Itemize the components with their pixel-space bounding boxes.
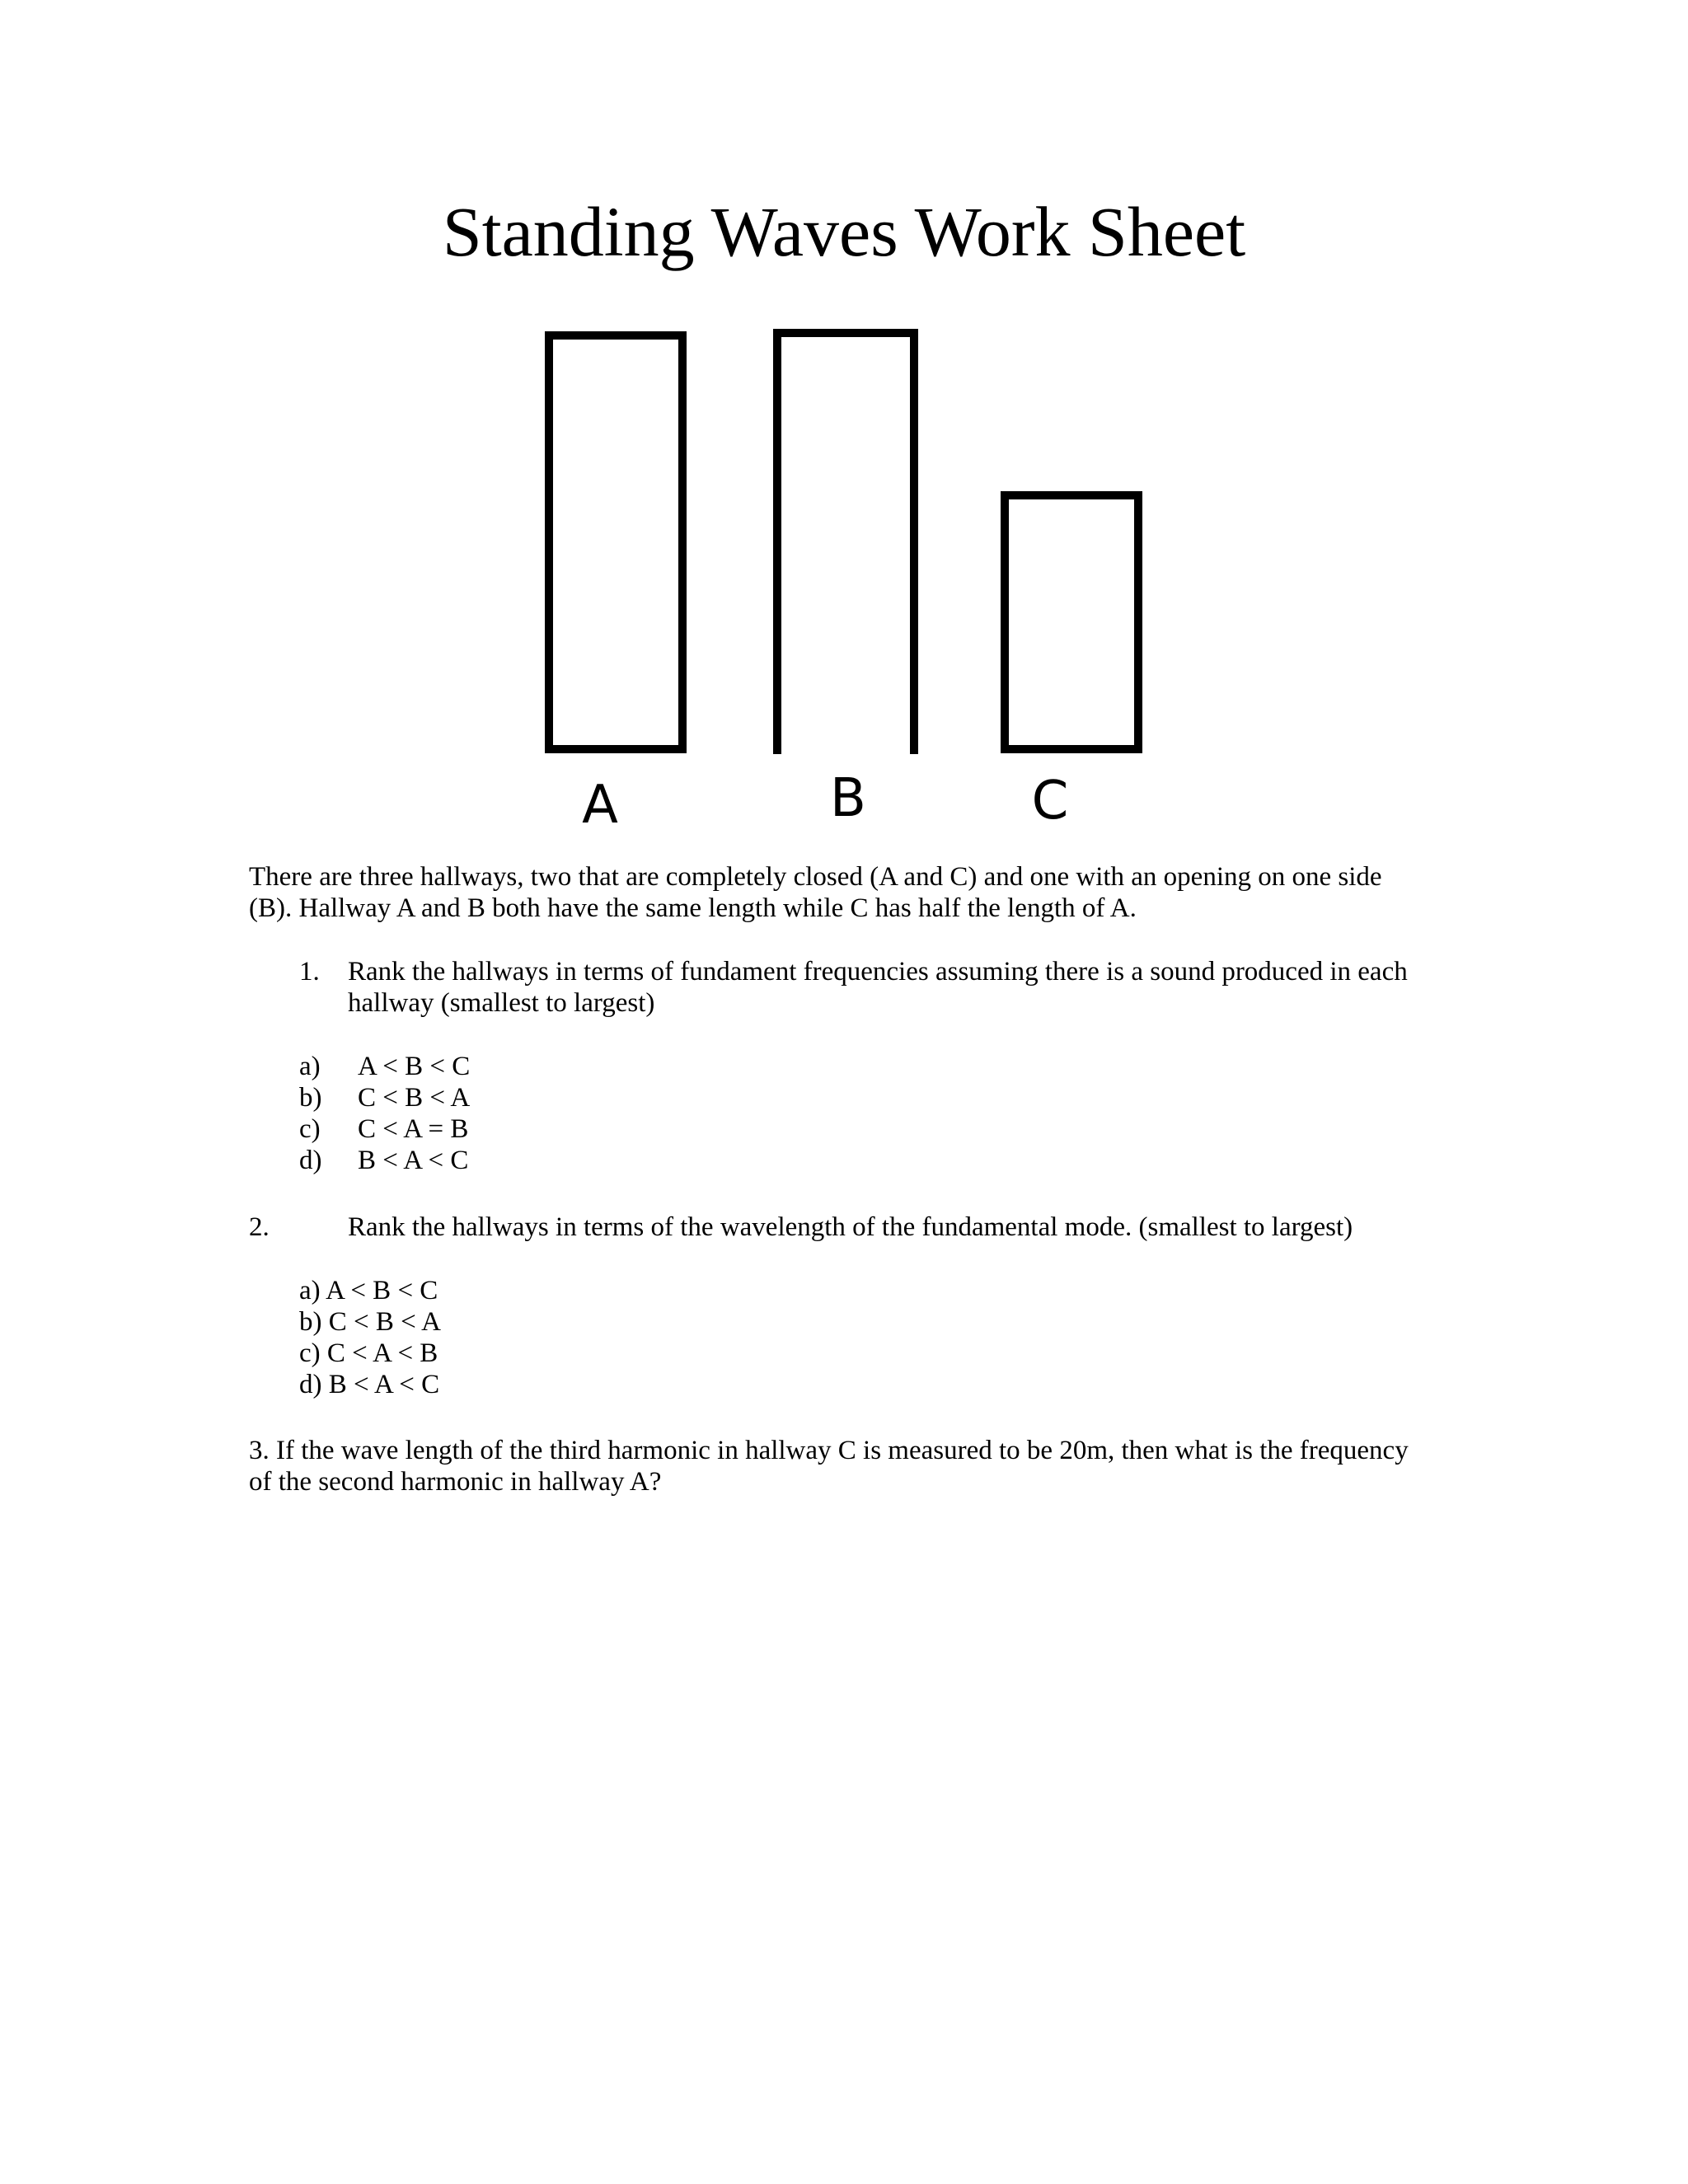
q1-option-letter: c) bbox=[299, 1114, 321, 1144]
q1-option-value: C < A = B bbox=[358, 1114, 469, 1144]
intro-line: There are three hallways, two that are completely closed (A and C) and one with an opening on one side bbox=[249, 862, 1382, 892]
question-3-line: 3. If the wave length of the third harmonic in hallway C is measured to be 20m, then what is the frequency bbox=[249, 1436, 1409, 1465]
hallway-a-shape bbox=[549, 335, 682, 749]
question-1-text bbox=[348, 956, 1408, 1019]
q2-option: a) A < B < C bbox=[299, 1276, 438, 1305]
q2-option: d) B < A < C bbox=[299, 1370, 440, 1399]
intro-paragraph bbox=[249, 861, 1382, 924]
page-title: Standing Waves Work Sheet bbox=[442, 192, 1246, 271]
q1-option-letter: b) bbox=[299, 1083, 322, 1113]
question-2-text: Rank the hallways in terms of the wavelength of the fundamental mode. (smallest to largest) bbox=[348, 1212, 1353, 1242]
question-2-number: 2. bbox=[249, 1212, 270, 1242]
hallways-figure bbox=[536, 326, 1162, 837]
hallway-b-shape bbox=[777, 333, 914, 754]
hallway-c-label: C bbox=[1031, 771, 1069, 832]
q1-option-value: A < B < C bbox=[358, 1052, 471, 1081]
question-1-line: Rank the hallways in terms of fundament frequencies assuming there is a sound produced in each bbox=[348, 957, 1408, 987]
q2-option: c) C < A < B bbox=[299, 1338, 438, 1368]
hallways-diagram bbox=[536, 326, 1162, 837]
q2-options bbox=[299, 1275, 441, 1400]
intro-line: (B). Hallway A and B both have the same length while C has half the length of A. bbox=[249, 893, 1137, 923]
question-3-line: of the second harmonic in hallway A? bbox=[249, 1467, 662, 1497]
q2-option: b) C < B < A bbox=[299, 1307, 441, 1337]
question-1-line: hallway (smallest to largest) bbox=[348, 988, 655, 1018]
hallway-a-label: A bbox=[582, 775, 618, 836]
q1-option-letter: d) bbox=[299, 1146, 322, 1175]
question-3-text bbox=[249, 1435, 1409, 1497]
q1-option-value: C < B < A bbox=[358, 1083, 471, 1113]
q1-option-value: B < A < C bbox=[358, 1146, 469, 1175]
q1-option-letter: a) bbox=[299, 1052, 321, 1081]
hallway-c-shape bbox=[1005, 495, 1138, 749]
question-1-number: 1. bbox=[299, 957, 320, 987]
hallway-b-label: B bbox=[830, 768, 866, 829]
